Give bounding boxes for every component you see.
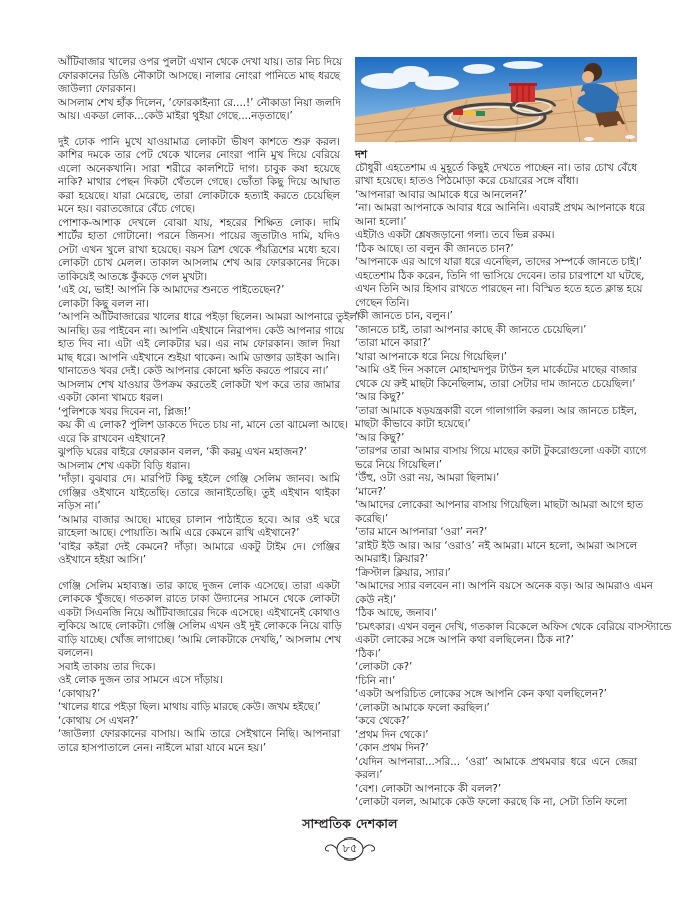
text-section: [58, 580, 340, 756]
text-line: ‘কবে থেকে?’: [355, 715, 410, 727]
text-line: ‘ঠিক আছে, জনাব।’: [355, 607, 438, 619]
text-line: ‘এই যে, ভাই! আপনি কি আমাদের শুনতে পাইতেছেন?’: [58, 284, 285, 296]
toy-tower: [509, 83, 537, 102]
paragraph: [355, 648, 637, 662]
text-line: লোকটা কিছু বলল না।: [58, 297, 149, 310]
text-line: ঝুপড়ি ঘরের বাইরে ফোরকান বলল, ‘কী করমু এখন মহাজন?’: [58, 446, 307, 458]
text-line: ‘লোকটা বলল, আমাকে কেউ ফলো করছে কি না, সেটা তিনি ফলো: [355, 796, 628, 808]
paragraph: [355, 310, 637, 324]
text-line: ‘লোকটা আমাকে ফলো করছিল।’: [355, 701, 490, 714]
text-line: ‘আমি ওই দিন সকালে মোহাম্মদপুর টাউন হল মার্কেটের মাছের বাজার: [355, 364, 637, 376]
text-line: ‘আমাদের স্যার বলবেন না। আপনি বয়সে অনেক বড়। আর আমরাও এমন: [355, 580, 653, 592]
text-line: ‘উঁহু, ওটা ওরা নয়, আমরা ছিলাম।’: [355, 472, 500, 484]
right-column-body: [355, 161, 672, 810]
paragraph: [355, 715, 637, 729]
text-line: ‘যেদিন আপনারা...সরি... ‘ওরা’ আমাকে প্রথমবার ধরে এনে জেরা: [355, 755, 637, 768]
text-line: ‘দাঁড়া। বুঝবার দে। মারপিট কিছু হইলে গেঞ্জি সেলিম জানব। আমি: [58, 473, 340, 485]
paragraph: [58, 217, 340, 285]
text-line: গেছেন তিনি।: [355, 296, 410, 309]
text-line: ‘একটা অপরিচিত লোকের সঙ্গে আপনি কেন কথা বলছিলেন?’: [355, 688, 607, 700]
left-text-column: [58, 56, 360, 762]
text-line: থানাতেও খবর দেই। কেউ আপনার কোনো ক্ষতি করতে পারবে না।’: [58, 365, 329, 377]
paragraph: [58, 446, 340, 460]
paragraph: [355, 580, 653, 607]
paragraph: [355, 742, 637, 756]
paragraph: [355, 607, 637, 621]
text-line: ‘চিনি না।’: [355, 674, 396, 687]
text-section: [355, 161, 672, 810]
paragraph: [58, 460, 340, 474]
paragraph: [58, 728, 340, 755]
text-line: ভরে নিয়ে গিয়েছিল।’: [355, 458, 443, 471]
paragraph: [58, 298, 340, 312]
text-line: ‘খালের ধারে পইড়া ছিল। মাথায় বাড়ি মারছে কেউ। জখম হইছে।’: [58, 701, 321, 713]
text-line: শার্টের হাতা গোটানো। পরনে জিনস। পায়ের জুতাটাও দামি, যদিও: [58, 230, 340, 242]
paragraph: [58, 56, 343, 97]
text-line: বাড়ি যাচ্ছে। খোঁজ লাগাচ্ছে। ‘আমি লোকটাকে দেখছি,’ আসলাম শেখ: [58, 633, 342, 646]
text-line: ‘আপনাকে এর আগে যারা ধরে এনেছিল, তাদের সম্পর্কে জানতে চাই।’: [355, 256, 643, 268]
text-line: ‘জানতে চাই, তারা আপনার কাছে কী জানতে চেয়েছিল।’: [355, 323, 587, 336]
paragraph: [355, 486, 637, 500]
text-line: মাছটা কীভাবে কাটা হয়েছে।’: [355, 418, 471, 430]
paragraph: [58, 701, 340, 715]
text-section: [58, 135, 360, 568]
text-line: এহতেশাম ঠিক করেন, তিনি গা ভাসিয়ে দেবেন। তার চারপাশে যা ঘটছে,: [355, 269, 645, 282]
paragraph: [355, 499, 643, 526]
text-line: ওই লোক দুজন তার সামনে এসে দাঁড়ায়।: [58, 674, 223, 686]
text-line: ‘তারা মানে কারা?’: [355, 337, 431, 349]
magazine-title: সাম্প্রতিক দেশকাল: [302, 816, 398, 831]
right-text-column: [355, 57, 672, 813]
paragraph: [58, 406, 340, 420]
paragraph: [355, 391, 637, 405]
paragraph: [58, 580, 340, 661]
text-line: ‘জাউল্যা ফোরকানের বাসায়। আমি তারে সেইখানে নিছি। আপনারা: [58, 728, 340, 740]
text-line: ‘আর কিছু?’: [355, 431, 405, 444]
paragraph: [355, 661, 637, 675]
text-line: আঁটিবাজার খালের ওপর পুলটা এখান থেকে দেখা যায়। তার নিচ দিয়ে: [58, 56, 343, 68]
text-line: মনে হয়। বরাতজোরে বেঁচে গেছে।: [58, 203, 196, 215]
text-line: ‘আমার বাজার আছে। মাছের চালান পাঠাইতে হবে। আর ওই ঘরে: [58, 513, 340, 526]
paragraph: [355, 796, 637, 810]
text-line: ‘রাইট ইউ আর। আর ‘ওরাও’ নই আমরা। মানে হলো, আমরা আসলে: [355, 539, 637, 552]
text-line: এলো অনেকখানি। সারা শরীরে কালশিটে দাগ। চাবুক কষা হয়েছে: [58, 162, 340, 175]
text-line: ‘তারপর তারা আমার বাসায় গিয়ে মাছের কাটা টুকরোগুলো একটা ব্যাগে: [355, 445, 647, 457]
text-line: এইটাও একটা শ্লেষজড়ানো গলা। তবে ভিন্ন রকম।: [355, 229, 555, 241]
paragraph: [355, 432, 637, 446]
text-line: ‘আমাদের লোকেরা আপনার বাসায় গিয়েছিল। মাছটা আমরা আগে হাত: [355, 499, 643, 511]
text-line: একটা সিএনজি নিয়ে আঁটিবাজারের দিকে এসেছে। এইখানেই কোথাও: [58, 606, 340, 619]
paragraph: [355, 189, 637, 203]
text-line: করেছি।’: [355, 512, 389, 525]
paragraph: [58, 715, 340, 729]
text-line: থেকে যে রুই মাছটা কিনেছিলাম, তারা সেটার দাম জানতে চেয়েছিল।’: [355, 377, 636, 390]
paragraph: [355, 405, 637, 432]
text-line: করল।’: [355, 769, 383, 781]
text-line: ‘না। আমরা আপনাকে আবার ধরে আনিনি। এবারই প্রথম আপনাকে ধরে: [355, 202, 645, 214]
text-line: ‘বাইর কইরা দেই কেমনে? দাঁড়া। আমারে একটু টাইম দে। গেঞ্জির: [58, 540, 340, 553]
cloud: [463, 64, 495, 74]
text-line: নড়িস না।’: [58, 500, 101, 512]
text-line: করা হয়েছে। যারা মেরেছে, তারা লোকটাকে হত্যাই করতে চেয়েছিল: [58, 189, 340, 202]
text-line: ‘মানে?’: [355, 485, 386, 498]
text-line: আসলাম শেখ একটা বিড়ি ধরান।: [58, 459, 191, 472]
paragraph: [355, 756, 637, 783]
paragraph: [355, 620, 672, 648]
paragraph: [355, 351, 637, 365]
chapter-heading: দশ: [355, 148, 368, 161]
child-playing-toy-train-illustration: [355, 57, 637, 142]
text-line: আমরাই। ক্লিয়ার?’: [355, 553, 429, 565]
paragraph: [355, 783, 637, 797]
text-line: রাখা হয়েছে। হাতও পিঠমোড়া করে চেয়ারের সঙ্গে বাঁধা।: [355, 175, 579, 187]
paragraph: [355, 256, 643, 270]
text-line: পোশাক-আশাক দেখলে বোঝা যায়, শহরের শিক্ষিত লোক। দামি: [58, 216, 340, 229]
paragraph: [355, 202, 645, 229]
paragraph: [355, 540, 637, 567]
text-line: ‘বেশ। লোকটা আপনাকে কী বলল?’: [355, 782, 502, 795]
text-line: গেঞ্জি সেলিম মহাব্যস্ত। তার কাছে দুজন লোক এসেছে। তারা একটা: [58, 579, 340, 592]
text-line: গেঞ্জির ওইখানে যাইতেছি। তোরে জানাইতেছি। তুই এইখান থাইকা: [58, 486, 340, 499]
paragraph: [355, 688, 637, 702]
text-line: তারে হাসপাতালে নেন। নাইলে মারা যাবে মনে হয়।’: [58, 741, 267, 754]
cloud: [503, 61, 543, 69]
text-line: লোকটা চোখ মেলল। তাকাল আসলাম শেখ আর ফোরকানের দিকে।: [58, 257, 340, 269]
text-line: সবাই তাকায় তার দিকে।: [58, 660, 156, 673]
paragraph: [355, 702, 637, 716]
text-line: একটা লোকের সঙ্গে আপনি কথা বলছিলেন। ঠিক না?’: [355, 634, 574, 646]
text-line: ‘কী জানতে চান, বলুন।’: [355, 310, 453, 322]
text-line: ‘কোথায় সে এখন?’: [58, 714, 139, 727]
text-line: আনছি। ডর পাইবেন না। আপনি এইখানে নিরাপদ। কেউ আপনার গায়ে: [58, 324, 345, 337]
paragraph: [355, 337, 637, 351]
text-line: মাছ ধরে। আপনি এইখানে শুইয়া থাকেন। আমি ডাক্তার ডাইকা আনি।: [58, 351, 340, 364]
text-section: [58, 56, 343, 124]
text-line: ‘আপনি আঁটিবাজারের খালের ধারে পইড়া ছিলেন। আমরা আপনারে তুইলা: [58, 311, 360, 323]
paragraph: [355, 445, 647, 472]
cloud: [415, 76, 459, 90]
text-line: ‘ঠিক আছে। তা বলুন কী জানতে চান?’: [355, 242, 514, 255]
text-line: একটা কোনা খামচে ধরল।: [58, 392, 163, 404]
paragraph: [355, 364, 637, 391]
text-line: হাত দিব না। এটা এই লোকটার ঘর। এর নাম ফোরকান। জাল দিয়া: [58, 338, 340, 350]
text-line: ‘ক্রিস্টাল ক্লিয়ার, স্যার।’: [355, 566, 451, 579]
text-line: লোককে খুঁজছে। গতকাল রাতে ঢাকা উদ্যানের সামনে থেকে লোকটা: [58, 593, 340, 605]
text-line: জাউল্যা ফোরকান।: [58, 83, 136, 95]
paragraph: [58, 514, 340, 541]
paragraph: [355, 729, 637, 743]
paragraph: [58, 284, 340, 298]
paragraph: [58, 97, 340, 124]
paragraph: [355, 269, 645, 311]
paragraph: [355, 567, 637, 581]
paragraph: [58, 419, 348, 446]
text-line: ‘আপনারা আবার আমাকে ধরে আনলেন?’: [355, 188, 528, 201]
text-line: চৌধুরী এহতেশাম এ মুহূর্তে কিছুই দেখতে পাচ্ছেন না। তার চোখ বেঁধে: [355, 161, 637, 174]
text-line: কেউ নই।’: [355, 593, 397, 606]
text-line: আয়। একডা লোক...কেউ মাইরা থুইয়া গেছে....নড়তাছে।’: [58, 110, 293, 122]
paragraph: [355, 472, 637, 486]
paragraph: [58, 541, 340, 568]
paragraph: [58, 688, 340, 702]
paragraph: [58, 311, 360, 379]
text-line: লুকিয়ে আছে লোকটা। গেঞ্জি সেলিম এখন ওই দুই লোককে নিয়ে বাড়ি: [58, 620, 342, 632]
text-line: ‘প্রথম দিন থেকে।’: [355, 728, 429, 741]
text-line: আসলাম শেখ হাঁক দিলেন, ‘ফোরকাইন্যা রে....!’ নৌকাডা নিয়া জলদি: [58, 96, 341, 109]
paragraph: [355, 162, 637, 189]
paragraph: [58, 674, 340, 688]
text-line: আসলাম শেখ যাওয়ার উপক্রম করতেই লোকটা খপ করে তার জামার: [58, 378, 340, 391]
text-line: এখন তিনি আর হিসাব রাখতে পারছেন না। বিস্মিত হতে হতে ক্লান্ত হয়ে: [355, 283, 643, 295]
paragraph: [355, 324, 637, 338]
text-line: ‘চমৎকার। এখন বলুন দেখি, গতকাল বিকেলে অফিস থেকে বেরিয়ে বাসস্ট্যান্ডে: [355, 620, 672, 633]
text-line: দুই ঢোক পানি মুখে যাওয়ামাত্র লোকটা ভীষণ কাশতে শুরু করল।: [58, 135, 340, 148]
text-line: ‘ঠিক।’: [355, 647, 381, 660]
text-line: কাশির দমকে তার পেট থেকে খালের নোংরা পানি মুখ দিয়ে বেরিয়ে: [58, 149, 340, 161]
paragraph: [355, 243, 637, 257]
text-line: ওইখানে হইয়া আসি।’: [58, 554, 147, 566]
paragraph: [58, 473, 340, 514]
paragraph: [58, 136, 340, 217]
text-line: ‘কোথায়?’: [58, 687, 101, 700]
text-line: ফোরকানের ডিঙি নৌকাটা আসছে। নালার নোংরা পানিতে মাছ ধরছে: [58, 69, 340, 82]
text-line: সেটা এখন খুলে রাখা হয়েছে। বয়স ত্রিশ থেকে পঁয়ত্রিশের মধ্যে হবে।: [58, 243, 340, 256]
text-line: বললেন।: [58, 647, 94, 659]
left-column-body: [58, 56, 360, 755]
text-line: নাকি? মাথার পেছন দিকটা থেঁতলে গেছে। ভোঁতা কিছু দিয়ে আঘাত: [58, 176, 340, 188]
page-number-badge: [322, 836, 378, 862]
text-line: কয় কী এ লোক? পুলিশ ডাকতে দিতে চায় না, মানে তো ঝামেলা আছে।: [58, 419, 348, 431]
text-line: ‘যারা আপনাকে ধরে নিয়ে গিয়েছিল।’: [355, 350, 507, 363]
text-line: ‘পুলিশকে খবর দিবেন না, প্লিজ!’: [58, 405, 191, 418]
text-line: রাহেলা আছে। পোয়াতি। আমি এরে কেমনে রাখি এইখানে?’: [58, 527, 300, 539]
text-line: তাকিয়েই আতঙ্কে কুঁকড়ে গেল মুখটা।: [58, 270, 208, 283]
paragraph: [355, 675, 637, 689]
text-line: ‘লোকটা কে?’: [355, 661, 413, 673]
text-line: এরে কি রাখবেন এইখানে?: [58, 432, 166, 445]
text-line: ‘কোন প্রথম দিন?’: [355, 742, 429, 754]
paragraph: [355, 526, 637, 540]
paragraph: [355, 229, 637, 243]
text-line: আনা হলো।’: [355, 215, 407, 228]
text-line: ‘আর কিছু?’: [355, 391, 405, 403]
text-line: ‘তার মানে আপনারা ‘ওরা’ নন?’: [355, 526, 488, 538]
text-line: ‘তারা আমাকে ষড়যন্ত্রকারী বলে গালাগালি করল। আর জানতে চাইল,: [355, 404, 637, 417]
paragraph: [58, 661, 340, 675]
paragraph: [58, 379, 340, 406]
page-number: ৮৫: [342, 841, 358, 855]
